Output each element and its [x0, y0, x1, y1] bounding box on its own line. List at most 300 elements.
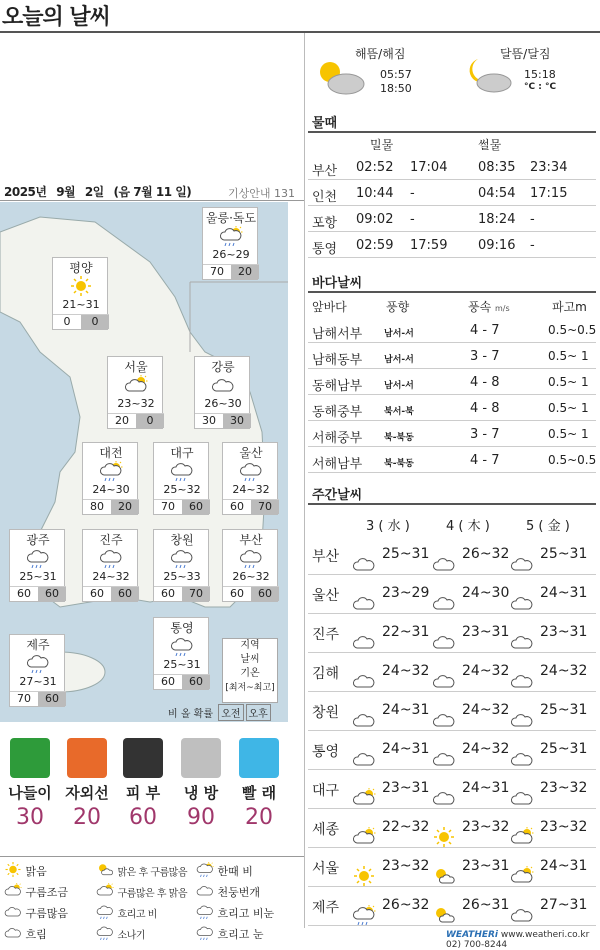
life-index-icon [10, 738, 50, 778]
rain-icon [196, 904, 214, 919]
date-day: 2일 [84, 185, 104, 199]
legend-label: 흐리고 비눈 [217, 907, 275, 920]
tide-header-ebb: 썰물 [478, 138, 502, 152]
weekly-temp: 24~31 [382, 741, 430, 757]
life-index-value: 30 [16, 805, 44, 830]
tide-ebb-1: 18:24 [478, 212, 516, 227]
tide-divider [308, 131, 596, 133]
legend-item [96, 883, 187, 901]
sea-header-wave: 파고m [552, 300, 587, 314]
cloud-icon [510, 788, 534, 808]
cloud-icon [432, 671, 456, 691]
life-index-label: 냉 방 [183, 784, 219, 802]
city-rain-am: 80 [83, 499, 111, 514]
legend-item [4, 883, 68, 901]
date-lunar: (음 7월 11 일) [113, 185, 192, 199]
legend-item [96, 862, 187, 880]
rain-icon [99, 548, 123, 568]
sea-dir: 남서-서 [384, 381, 414, 391]
weekly-city: 울산 [312, 588, 340, 604]
map-city-2 [107, 356, 163, 429]
map-city-4 [82, 442, 138, 515]
tide-flood-1: 02:59 [356, 238, 394, 253]
sun-icon [432, 827, 456, 847]
legend-label: 흐리고 눈 [217, 928, 264, 941]
cloud-sun-icon [510, 827, 534, 847]
city-rain-pm: 60 [38, 586, 66, 601]
city-temp: 25~32 [163, 483, 201, 496]
life-index-4 [234, 738, 284, 830]
tide-flood-1: 10:44 [356, 186, 394, 201]
tide-ebb-2: 23:34 [530, 160, 568, 175]
cloud-icon [196, 883, 214, 898]
cloud-sun-rain-icon [99, 461, 123, 481]
sea-dir: 북-북동 [384, 459, 414, 469]
cloud-icon [352, 710, 376, 730]
map-legend [222, 638, 278, 703]
weekly-day-1: 3 ( 水 ) [366, 519, 410, 534]
sun-cloud-icon [96, 862, 114, 877]
city-temp: 24~32 [232, 483, 270, 496]
weekly-city: 통영 [312, 744, 340, 760]
cloud-icon [432, 593, 456, 613]
life-index-icon [181, 738, 221, 778]
cloud-sun-rain-icon [196, 862, 214, 877]
sea-speed: 3 - 7 [470, 427, 500, 442]
cloud-icon [352, 554, 376, 574]
tide-place: 인천 [312, 190, 338, 205]
weekly-temp: 23~32 [462, 819, 510, 835]
city-temp: 25~31 [19, 570, 57, 583]
cloud-icon [510, 710, 534, 730]
city-rain-pm: 30 [223, 413, 251, 428]
weekly-temp: 26~32 [382, 897, 430, 913]
weekly-temp: 23~32 [540, 780, 588, 796]
rain-icon [26, 548, 50, 568]
weekly-temp: 23~31 [540, 624, 588, 640]
sea-title: 바다날씨 [312, 276, 363, 291]
map-city-8 [82, 529, 138, 602]
footer-text: www.weatheri.co.kr 02) 700-8244 [446, 930, 590, 950]
tide-title: 물때 [312, 116, 338, 131]
city-name: 대전 [99, 446, 123, 460]
life-index-3 [176, 738, 226, 830]
legend-item [96, 904, 157, 922]
date-line [4, 183, 197, 200]
cloud-icon [432, 632, 456, 652]
cloud-sun-icon [510, 866, 534, 886]
legend-label: 맑은 후 구름많음 [117, 867, 187, 879]
legend-item [96, 925, 145, 943]
life-index-value: 20 [73, 805, 101, 830]
legend-item [4, 862, 47, 880]
tide-row [308, 157, 596, 180]
weekly-temp: 23~29 [382, 585, 430, 601]
sea-wave: 0.5~ 1 [548, 349, 589, 363]
map-city-12 [9, 634, 65, 707]
city-name: 광주 [26, 533, 50, 547]
legend-item [196, 883, 260, 901]
tide-flood-2: 17:59 [410, 238, 448, 253]
rain-pm: 오후 [246, 704, 271, 721]
weekly-row [308, 809, 596, 848]
cloud-icon [510, 632, 534, 652]
map-city-9 [153, 529, 209, 602]
cloud-icon [510, 554, 534, 574]
sea-area: 서해남부 [312, 457, 363, 472]
life-index-value: 60 [129, 805, 157, 830]
life-index-icon [123, 738, 163, 778]
city-name: 대구 [170, 446, 194, 460]
city-rain-pm: 60 [111, 586, 139, 601]
sea-area: 동해남부 [312, 379, 363, 394]
weekly-temp: 22~31 [382, 624, 430, 640]
legend-label: 맑음 [25, 865, 47, 878]
cloud-sun-icon [352, 827, 376, 847]
life-index-value: 90 [187, 805, 215, 830]
city-name: 제주 [26, 638, 50, 652]
sea-wave: 0.5~ 1 [548, 427, 589, 441]
map-city-10 [222, 529, 278, 602]
weekly-row [308, 575, 596, 614]
sea-dir: 남서-서 [384, 355, 414, 365]
legend-item [4, 904, 68, 922]
weekly-temp: 23~31 [462, 624, 510, 640]
column-divider [304, 33, 305, 928]
weekly-city: 제주 [312, 900, 340, 916]
city-temp: 27~31 [19, 675, 57, 688]
sun-icon [352, 866, 376, 886]
cloud-icon [510, 671, 534, 691]
map-city-7 [9, 529, 65, 602]
life-index-value: 20 [245, 805, 273, 830]
legend-minmax: [최저~최고] [225, 683, 275, 693]
weekly-city: 김해 [312, 666, 340, 682]
weekly-temp: 24~31 [540, 585, 588, 601]
footer [446, 930, 600, 950]
city-name: 서울 [124, 360, 148, 374]
page-title: 오늘의 날씨 [2, 5, 110, 30]
tide-flood-2: 17:04 [410, 160, 448, 175]
city-name: 강릉 [211, 360, 235, 374]
tide-ebb-2: 17:15 [530, 186, 568, 201]
moon-set: °C : °C [524, 82, 557, 92]
city-rain-am: 70 [10, 691, 38, 706]
cloud-sun-icon [352, 788, 376, 808]
legend-label: 흐림 [25, 928, 47, 941]
sea-wave: 0.5~ 1 [548, 375, 589, 389]
city-temp: 26~29 [212, 248, 250, 261]
city-rain-pm: 70 [251, 499, 279, 514]
tide-ebb-1: 04:54 [478, 186, 516, 201]
cloud-sun-icon [96, 883, 114, 898]
map-city-1 [202, 207, 258, 280]
sea-wave: 0.5~0.5 [548, 453, 597, 467]
city-name: 울산 [239, 446, 263, 460]
tide-ebb-2: - [530, 238, 535, 253]
cloud-icon [211, 375, 235, 395]
cloud-sun-icon [4, 883, 22, 898]
city-rain-am: 60 [223, 499, 251, 514]
cloud-sun-icon [124, 375, 148, 395]
weekly-temp: 24~30 [462, 585, 510, 601]
life-index-icon [239, 738, 279, 778]
city-temp: 25~31 [163, 658, 201, 671]
legend-item [196, 925, 264, 943]
weekly-temp: 22~32 [382, 819, 430, 835]
date-month: 9월 [56, 185, 76, 199]
cloud-icon [432, 554, 456, 574]
tide-row [308, 209, 596, 232]
sea-row [308, 346, 596, 369]
city-rain-am: 60 [154, 674, 182, 689]
legend-region: 지역 [240, 640, 260, 651]
sea-speed-unit: m/s [495, 304, 510, 313]
city-temp: 23~32 [117, 397, 155, 410]
map-city-6 [222, 442, 278, 515]
sea-area: 서해중부 [312, 431, 363, 446]
sea-row [308, 372, 596, 395]
city-rain-pm: 60 [182, 499, 210, 514]
city-rain-pm: 20 [231, 264, 259, 279]
rain-icon [170, 636, 194, 656]
info-label: 기상안내 131 [228, 187, 295, 200]
sun-rise: 05:57 [380, 68, 412, 81]
legend-label: 구름많은 후 맑음 [117, 888, 187, 900]
city-rain-pm: 0 [81, 314, 109, 329]
map-city-11 [153, 617, 209, 690]
sea-wave: 0.5~ 1 [548, 401, 589, 415]
rain-am: 오전 [218, 704, 243, 721]
weekly-row [308, 731, 596, 770]
city-name: 평양 [69, 261, 93, 275]
sea-row [308, 424, 596, 447]
cloud-icon [432, 788, 456, 808]
city-rain-am: 0 [53, 314, 81, 329]
map-city-5 [153, 442, 209, 515]
weekly-divider [308, 503, 596, 505]
life-index-1 [62, 738, 112, 830]
weekly-temp: 23~31 [382, 780, 430, 796]
life-index-label: 피 부 [125, 784, 161, 802]
sun-label: 해뜸/해짐 [355, 47, 406, 61]
sea-area: 남해서부 [312, 327, 363, 342]
legend-label: 흐리고 비 [117, 909, 157, 921]
cloud-sun-rain-icon [219, 226, 243, 246]
city-rain-am: 60 [154, 586, 182, 601]
cloud-icon [510, 749, 534, 769]
life-index-label: 자외선 [65, 784, 109, 802]
legend-item [4, 925, 47, 943]
sea-speed: 3 - 7 [470, 349, 500, 364]
weekly-temp: 26~32 [462, 546, 510, 562]
tide-ebb-1: 09:16 [478, 238, 516, 253]
legend-item [196, 862, 253, 880]
city-rain-am: 30 [195, 413, 223, 428]
city-rain-pm: 70 [182, 586, 210, 601]
rain-icon [239, 548, 263, 568]
sun-icon [69, 276, 93, 296]
weekly-temp: 25~31 [540, 546, 588, 562]
life-index-0 [5, 738, 55, 830]
rain-icon [170, 548, 194, 568]
weekly-row [308, 692, 596, 731]
city-temp: 26~30 [204, 397, 242, 410]
sea-speed: 4 - 7 [470, 453, 500, 468]
weekly-temp: 24~32 [462, 741, 510, 757]
city-rain-am: 60 [10, 586, 38, 601]
sea-row [308, 320, 596, 343]
weekly-temp: 24~32 [462, 702, 510, 718]
cloud-icon [352, 749, 376, 769]
weekly-temp: 24~31 [540, 858, 588, 874]
map-city-3 [194, 356, 250, 429]
title-divider [0, 31, 600, 33]
weekly-row [308, 614, 596, 653]
city-rain-am: 20 [108, 413, 136, 428]
moon-cloud-icon [460, 55, 514, 95]
weekly-day-3: 5 ( 金 ) [526, 519, 570, 534]
weekly-temp: 24~32 [462, 663, 510, 679]
legend-item [196, 904, 274, 922]
rain-icon [96, 904, 114, 919]
cloud-icon [4, 925, 22, 940]
city-rain-am: 60 [223, 586, 251, 601]
tide-flood-2: - [410, 212, 415, 227]
legend-temp: 기온 [240, 668, 260, 679]
rain-icon [96, 925, 114, 940]
sun-cloud-icon [314, 58, 368, 98]
weekly-temp: 24~32 [540, 663, 588, 679]
tide-flood-1: 02:52 [356, 160, 394, 175]
weekly-row [308, 653, 596, 692]
sun-icon [4, 862, 22, 877]
city-rain-am: 70 [154, 499, 182, 514]
life-index-label: 빨 래 [241, 784, 277, 802]
map-city-0 [52, 257, 108, 330]
legend-label: 한때 비 [217, 865, 253, 878]
city-rain-am: 70 [203, 264, 231, 279]
city-rain-pm: 20 [111, 499, 139, 514]
weekly-city: 대구 [312, 783, 340, 799]
city-rain-pm: 60 [182, 674, 210, 689]
sun-cloud-icon [432, 866, 456, 886]
weekly-temp: 27~31 [540, 897, 588, 913]
tide-ebb-2: - [530, 212, 535, 227]
sea-speed: 4 - 7 [470, 323, 500, 338]
sea-dir: 남서-서 [384, 329, 414, 339]
rain-icon [170, 461, 194, 481]
tide-flood-2: - [410, 186, 415, 201]
city-name: 통영 [170, 621, 194, 635]
tide-header-flood: 밀물 [370, 138, 394, 152]
tide-row [308, 183, 596, 206]
legend-label: 구름많음 [25, 907, 69, 920]
city-temp: 26~32 [232, 570, 270, 583]
sea-row [308, 450, 596, 473]
cloud-icon [432, 710, 456, 730]
rain-icon [26, 653, 50, 673]
weekly-city: 세종 [312, 822, 340, 838]
city-temp: 21~31 [62, 298, 100, 311]
weekly-temp: 24~32 [382, 663, 430, 679]
cloud-sun-rain-icon [352, 905, 376, 925]
weekly-row [308, 887, 596, 926]
moon-rise: 15:18 [524, 68, 556, 81]
rain-probability-label [168, 704, 271, 721]
date-divider [0, 200, 304, 201]
city-temp: 24~30 [92, 483, 130, 496]
legend-weather: 날씨 [240, 654, 260, 665]
legend-label: 소나기 [117, 930, 145, 942]
weekly-city: 부산 [312, 549, 340, 565]
sea-header-dir: 풍향 [386, 300, 410, 314]
weekly-temp: 23~31 [462, 858, 510, 874]
weekly-day-2: 4 ( 木 ) [446, 519, 490, 534]
weekly-temp: 23~32 [382, 858, 430, 874]
weekly-city: 서울 [312, 861, 340, 877]
tide-place: 부산 [312, 164, 338, 179]
city-rain-pm: 0 [136, 413, 164, 428]
rain-icon [239, 461, 263, 481]
weekly-city: 진주 [312, 627, 340, 643]
sea-header-area: 앞바다 [312, 300, 347, 314]
weekly-temp: 26~31 [462, 897, 510, 913]
sea-divider [308, 291, 596, 293]
sea-header-speed [468, 298, 510, 315]
city-name: 부산 [239, 533, 263, 547]
tide-ebb-1: 08:35 [478, 160, 516, 175]
city-temp: 25~33 [163, 570, 201, 583]
moon-label: 달뜸/달짐 [500, 47, 551, 61]
weekly-temp: 23~32 [540, 819, 588, 835]
legend-label: 구름조금 [25, 886, 69, 899]
weekly-row [308, 770, 596, 809]
weekly-temp: 25~31 [382, 546, 430, 562]
sun-set: 18:50 [380, 82, 412, 95]
life-index-label: 나들이 [8, 784, 52, 802]
cloud-icon [352, 593, 376, 613]
cloud-icon [432, 749, 456, 769]
weekly-temp: 24~31 [382, 702, 430, 718]
city-rain-am: 60 [83, 586, 111, 601]
sea-speed: 4 - 8 [470, 375, 500, 390]
sea-speed: 4 - 8 [470, 401, 500, 416]
rain-label: 비 올 확률 [168, 709, 213, 720]
city-name: 울릉·독도 [205, 211, 257, 225]
weekly-row [308, 536, 596, 575]
cloud-icon [4, 904, 22, 919]
life-index-icon [67, 738, 107, 778]
weekly-temp: 24~31 [462, 780, 510, 796]
sea-area: 남해동부 [312, 353, 363, 368]
tide-flood-1: 09:02 [356, 212, 394, 227]
rain-icon [196, 925, 214, 940]
sea-row [308, 398, 596, 421]
weekly-temp: 25~31 [540, 741, 588, 757]
weekly-title: 주간날씨 [312, 488, 363, 503]
sea-dir: 북서-북 [384, 407, 414, 417]
tide-row [308, 235, 596, 258]
city-rain-pm: 60 [251, 586, 279, 601]
sea-wave: 0.5~0.5 [548, 323, 597, 337]
footer-brand: WEATHERi [446, 930, 499, 940]
cloud-icon [510, 593, 534, 613]
city-temp: 24~32 [92, 570, 130, 583]
tide-place: 통영 [312, 242, 338, 257]
sea-area: 동해중부 [312, 405, 363, 420]
cloud-icon [352, 632, 376, 652]
